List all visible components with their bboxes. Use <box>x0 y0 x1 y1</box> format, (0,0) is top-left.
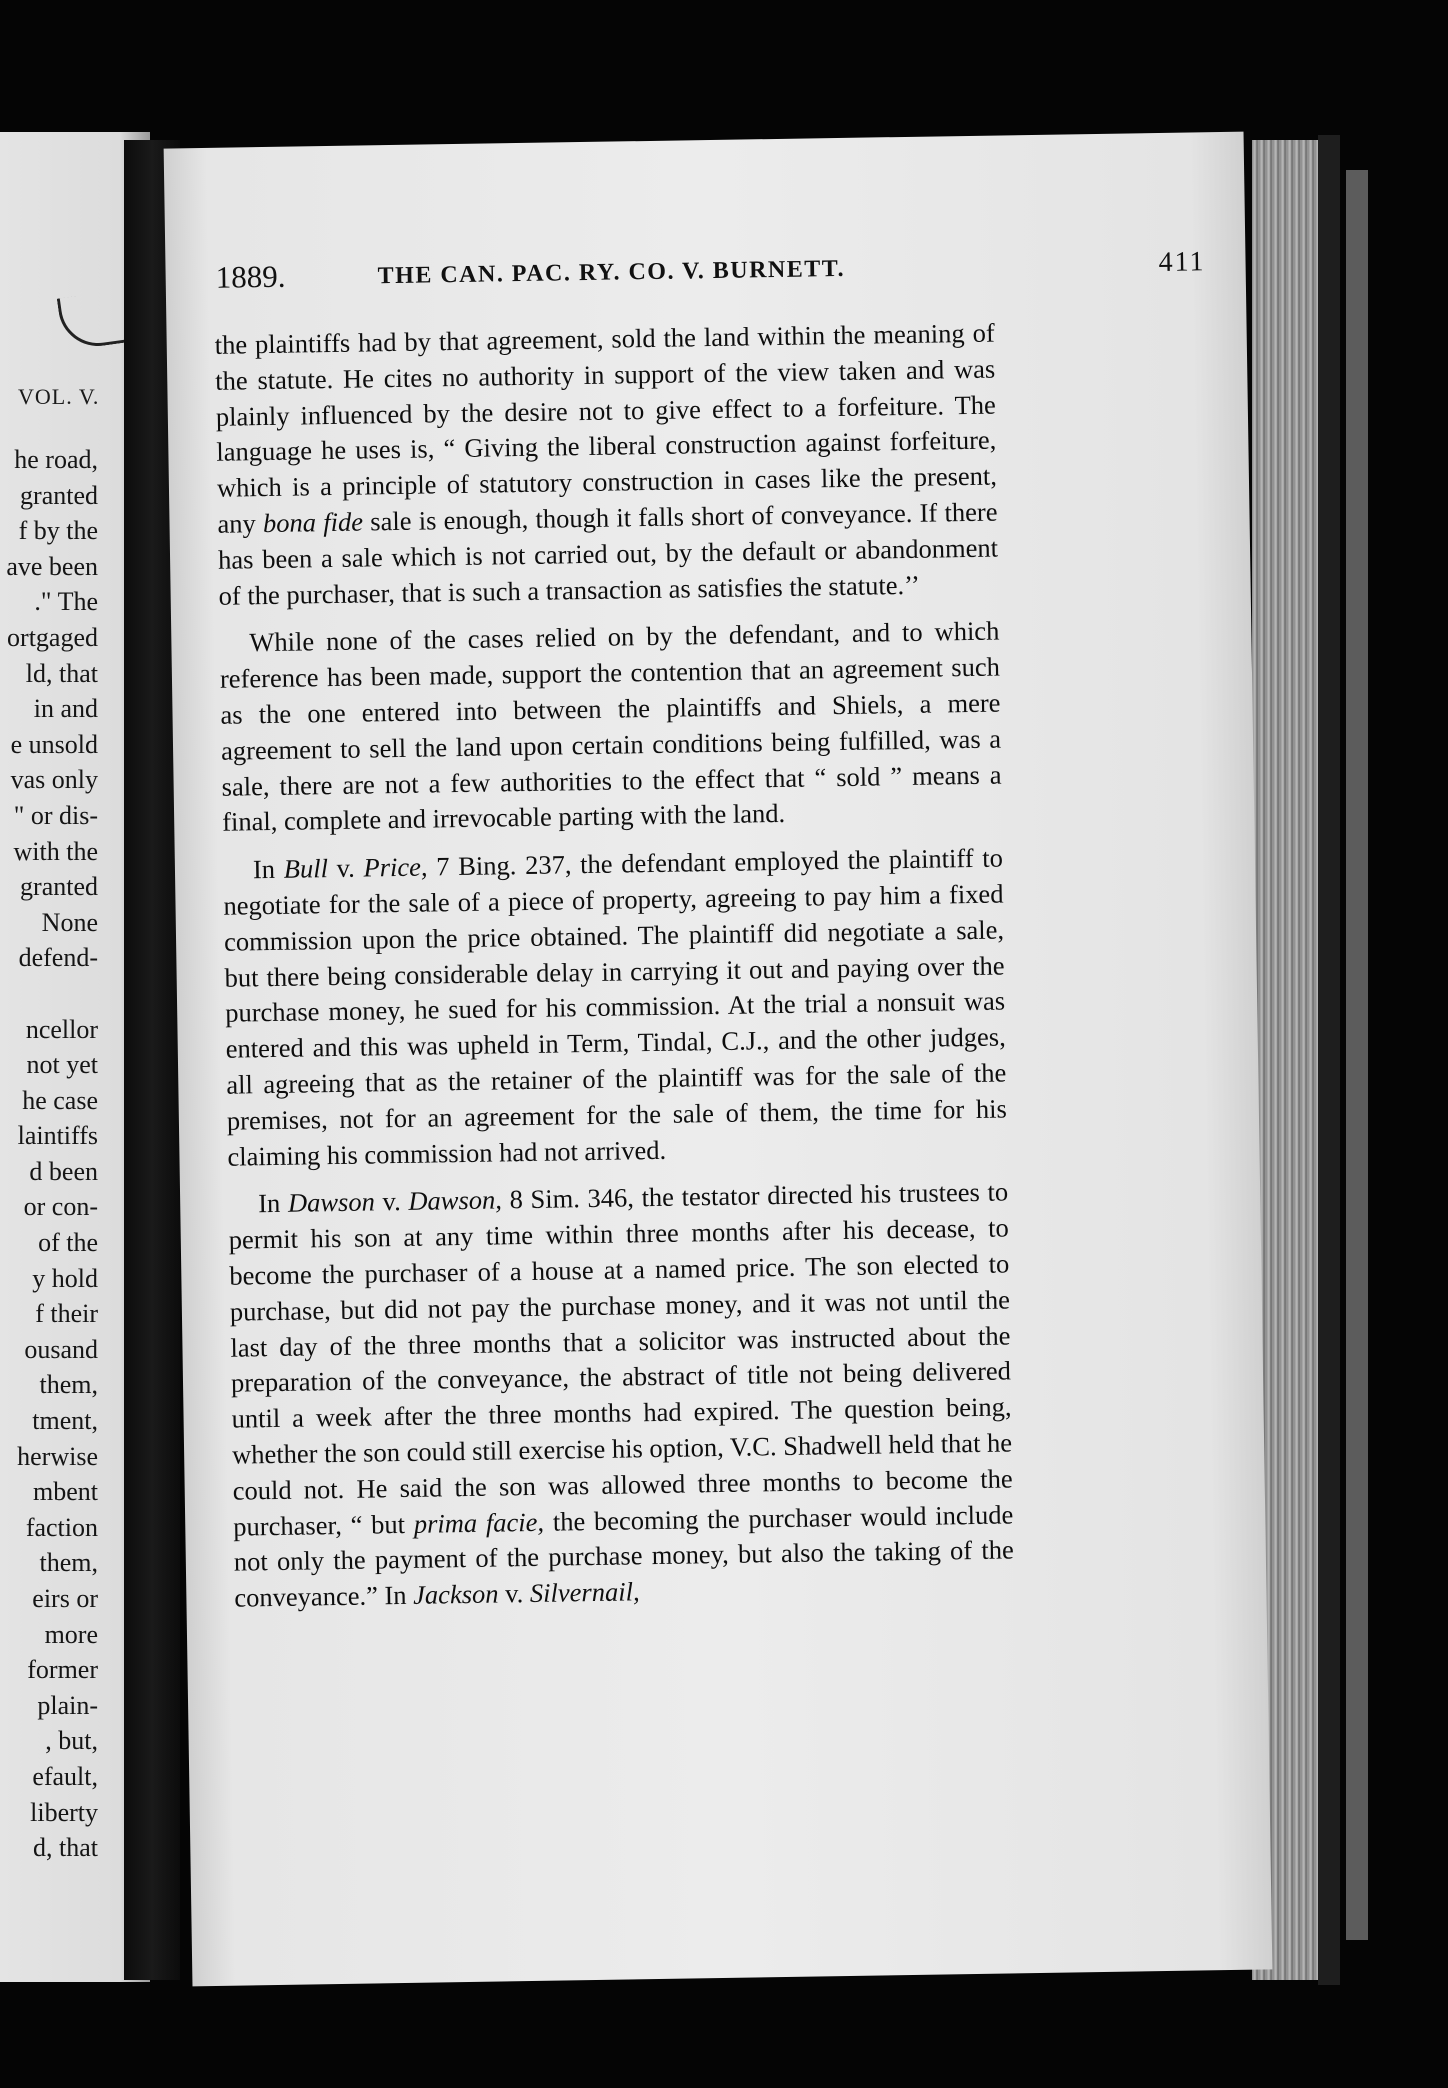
facing-page-text <box>0 442 98 1866</box>
page-body <box>214 316 1014 1629</box>
facing-page-line: former <box>27 1655 98 1685</box>
facing-page-line <box>0 976 98 1012</box>
text-run: 8 Sim. 346, the testator directed his trustees to permit his son at any time within three months after his decease, to become the purchaser of a house at a named price. The son elected to purchase, but did not pay the purchase money, and it was not until the last day of the three months that a solicitor was instructed about the preparation of the conveyance, the abstract of title not being delivered until a week after the three months had expired. The question being, whether the son could still exercise his option, V.C. Shadwell held that he could not. He said the son was allowed three months to become the purchaser, “ but <box>228 1176 1013 1542</box>
facing-page-line: laintiffs <box>17 1121 98 1151</box>
facing-page-line: liberty <box>30 1797 98 1827</box>
facing-page-line: them, <box>39 1370 98 1400</box>
text-run: v. <box>374 1186 409 1217</box>
text-run: While none of the cases relied on by the defendant, and to which reference has been made, support the contention that an agreement such as the one entered into between the plaintiffs and Shiels, a mere agreement to sell the land upon certain conditions being fulfilled, was a sale, there are not a few authorities to the effect that “ sold ” means a final, complete and irrevocable parting with the land. <box>219 615 1002 838</box>
header-year: 1889. <box>215 258 286 295</box>
facing-page-line: y hold <box>32 1263 98 1293</box>
text-run: In <box>252 853 284 885</box>
facing-page-line: not yet <box>26 1050 98 1080</box>
book-page <box>164 132 1273 1987</box>
facing-page-line: f their <box>35 1299 98 1329</box>
text-run: the becoming the purchaser would include not only the payment of the purchase money, but also the taking of the conveyance.” In <box>233 1498 1014 1613</box>
text-run: v. <box>498 1578 531 1609</box>
facing-page-line: in and <box>33 694 98 724</box>
facing-page-volume-label: VOL. V. <box>18 384 100 409</box>
facing-page-line: them, <box>39 1548 98 1578</box>
facing-page-line: he case <box>22 1085 98 1115</box>
facing-page-line: efault, <box>32 1761 98 1791</box>
facing-page-line: ." The <box>34 587 98 617</box>
book-cover-edge <box>1318 135 1340 1985</box>
facing-page-line: herwise <box>17 1441 98 1471</box>
facing-page-line: ld, that <box>25 658 98 688</box>
case-name-italic: bona fide <box>262 506 364 539</box>
facing-page-line: ave been <box>6 551 98 581</box>
facing-page-line: ncellor <box>25 1014 98 1044</box>
facing-page-line: ousand <box>24 1334 98 1364</box>
facing-page-line: d been <box>29 1156 98 1186</box>
text-run: v. <box>327 852 364 884</box>
facing-page-line: vas only <box>10 765 98 795</box>
running-header <box>215 244 1216 300</box>
facing-page-line: , but, <box>45 1726 98 1756</box>
case-name-italic: Jackson <box>412 1578 499 1610</box>
facing-page-line: with the <box>13 836 98 866</box>
header-running-title: THE CAN. PAC. RY. CO. V. BURNETT. <box>377 255 846 290</box>
text-run: the plaintiffs had by that agreement, sold the land within the meaning of the statute. He cites no authority in support of the view taken and was plainly influenced by the desire not to give effect to a forfeiture. The language he uses is, “ Giving the liberal construction against forfeiture, which is a principle of statutory construction in cases like the present, any <box>214 317 998 539</box>
case-name-italic: prima facie, <box>413 1506 545 1539</box>
case-name-italic: Silvernail, <box>529 1576 640 1609</box>
facing-page-line: faction <box>25 1512 98 1542</box>
body-paragraph <box>219 614 1002 841</box>
case-name-italic: Price, <box>363 851 428 883</box>
facing-page-line: granted <box>20 480 98 510</box>
text-run: sale is enough, though it falls short of conveyance. If there has been a sale which is not carried out, by the default or abandonment of the purchaser, that is such a transaction as satisfies the statute.’’ <box>217 496 999 611</box>
facing-page-line: or con- <box>23 1192 98 1222</box>
body-paragraph <box>228 1175 1015 1617</box>
facing-page-line: f by the <box>18 516 98 546</box>
facing-page-line: eirs or <box>32 1584 98 1613</box>
facing-page-line: more <box>44 1619 98 1649</box>
facing-page-line: mbent <box>33 1477 98 1507</box>
body-paragraph <box>214 316 998 615</box>
case-name-italic: Dawson, <box>408 1184 503 1217</box>
case-name-italic: Dawson <box>287 1186 376 1219</box>
facing-page-line: plain- <box>37 1690 98 1720</box>
facing-page-line: tment, <box>32 1406 98 1436</box>
body-paragraph <box>223 841 1008 1175</box>
facing-page-line: ortgaged <box>7 622 98 652</box>
facing-page-line: " or dis- <box>13 800 98 830</box>
text-run: In <box>257 1188 289 1219</box>
text-run: 7 Bing. 237, the defendant employed the plaintiff to negotiate for the sale of a piece of property, agreeing to pay him a fixed commission upon the price obtained. The plaintiff did negotiate a sale, but there being considerable delay in carrying it out and paying over the purchase money, he sued for his commission. At the trial a nonsuit was entered and this was upheld in Term, Tindal, C.J., and the other judges, all agreeing that as the retainer of the plaintiff was for the sale of the premises, not for an agreement for the sale of them, the time for his claiming his commission had not arrived. <box>223 842 1008 1172</box>
page-number: 411 <box>1158 246 1206 278</box>
facing-page-line: granted <box>20 872 98 902</box>
facing-page-line: he road, <box>14 445 98 474</box>
case-name-italic: Bull <box>283 853 329 884</box>
back-cover <box>1346 170 1368 1940</box>
facing-page-line: d, that <box>33 1833 98 1863</box>
facing-page-line: of the <box>38 1228 98 1258</box>
facing-page-line: defend- <box>18 943 98 973</box>
facing-page-line: None <box>41 907 98 937</box>
facing-page-line: e unsold <box>10 729 98 759</box>
